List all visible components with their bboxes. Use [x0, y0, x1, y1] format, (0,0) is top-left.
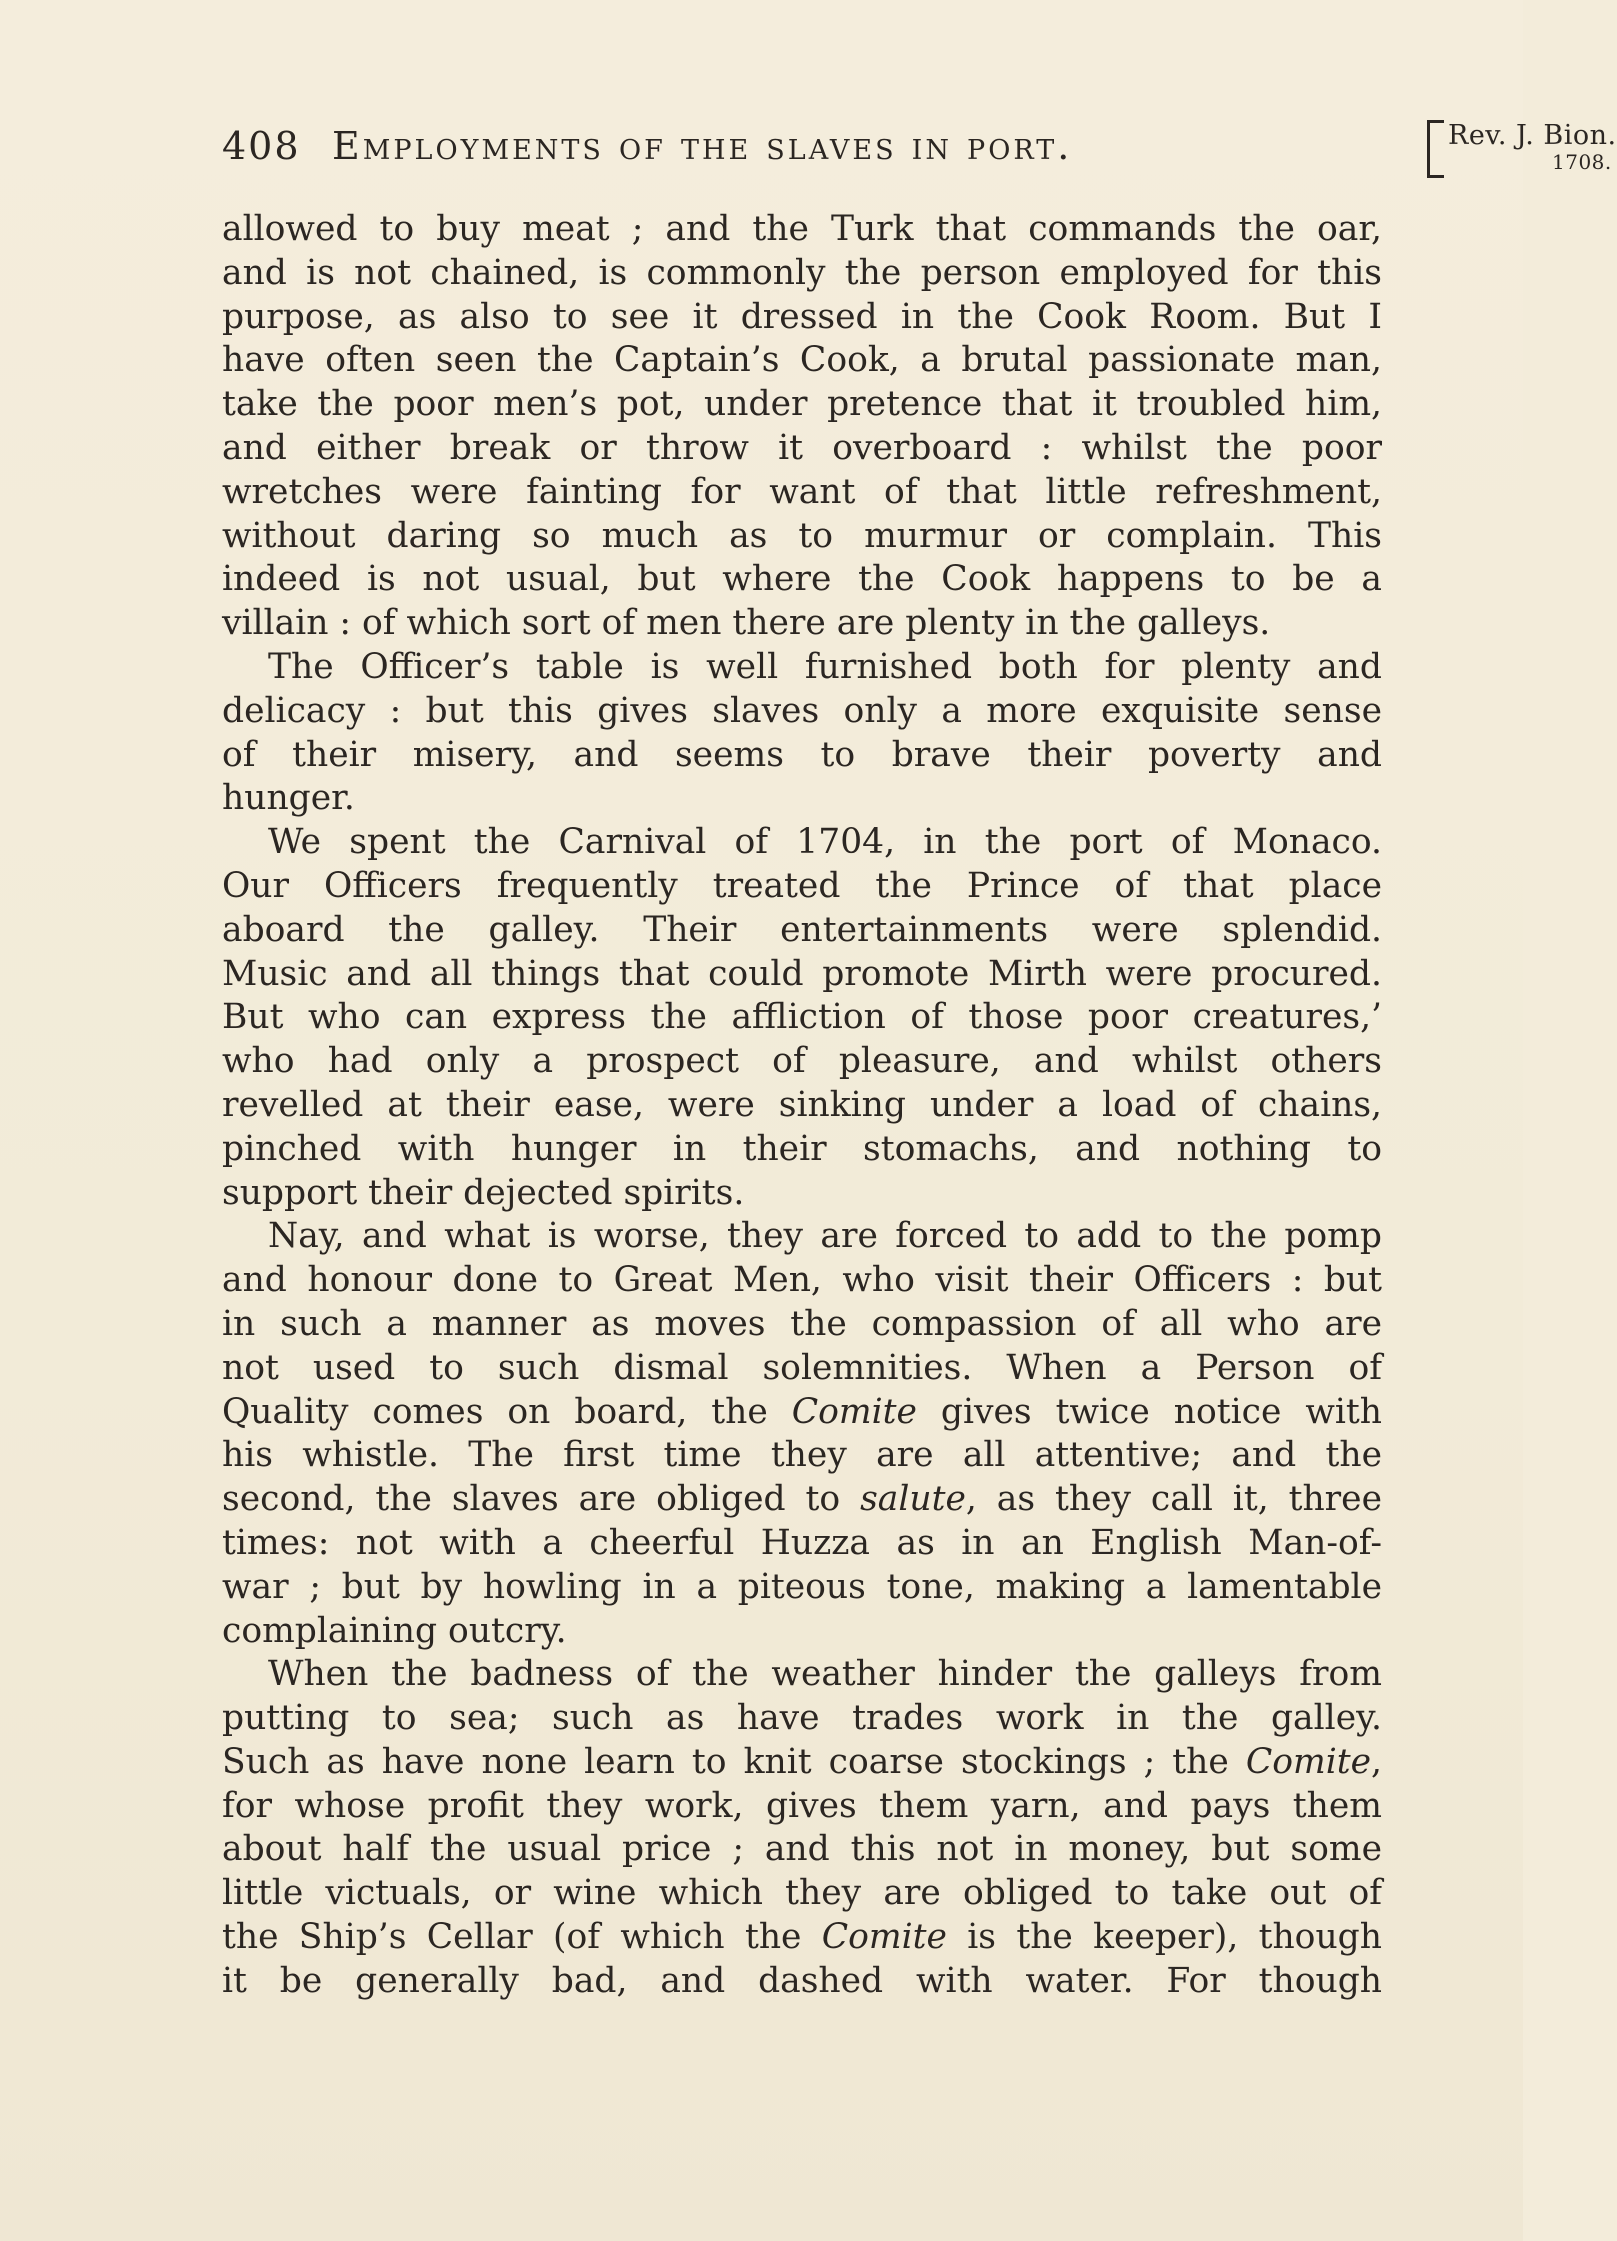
text-line: take the poor men’s pot, under pretence that it troubled him,: [222, 384, 1382, 425]
header-year: 1708.: [1552, 150, 1612, 174]
paragraph: [222, 208, 1382, 646]
text-line: indeed is not usual, but where the Cook happens to be a: [222, 559, 1382, 600]
body-text: [222, 208, 1382, 2004]
text-line: times: not with a cheerful Huzza as in an English Man-of-: [222, 1522, 1382, 1563]
text-line: of their misery, and seems to brave their poverty and: [222, 734, 1382, 775]
text-line: in such a manner as moves the compassion of all who are: [222, 1303, 1382, 1344]
text-line: aboard the galley. Their entertainments were splendid.: [222, 909, 1382, 950]
text-line: The Officer’s table is well furnished both for plenty and: [268, 646, 1382, 687]
text-line: complaining outcry.: [222, 1610, 567, 1651]
text-line: for whose profit they work, gives them yarn, and pays them: [222, 1785, 1382, 1826]
text-line: have often seen the Captain’s Cook, a brutal passionate man,: [222, 340, 1382, 381]
text-line: putting to sea; such as have trades work in the galley.: [222, 1698, 1382, 1739]
header-bracket: [1427, 120, 1444, 178]
text-line: allowed to buy meat ; and the Turk that commands the oar,: [222, 209, 1382, 249]
text-line: about half the usual price ; and this not in money, but some: [222, 1829, 1382, 1870]
paragraph: [222, 646, 1382, 821]
text-line: Our Officers frequently treated the Prince of that place: [222, 865, 1382, 906]
text-line: When the badness of the weather hinder the galleys from: [268, 1654, 1382, 1695]
text-line: little victuals, or wine which they are obliged to take out of: [222, 1873, 1382, 1914]
text-line: and is not chained, is commonly the person employed for this: [222, 252, 1382, 293]
paragraph: [222, 1215, 1382, 1653]
text-line: delicacy : but this gives slaves only a more exquisite sense: [222, 690, 1382, 731]
running-title: Employments of the slaves in port.: [332, 124, 1073, 168]
text-line: pinched with hunger in their stomachs, and nothing to: [222, 1128, 1382, 1169]
text-line: it be generally bad, and dashed with water. For though: [222, 1960, 1382, 2001]
text-line: and honour done to Great Men, who visit their Officers : but: [222, 1260, 1382, 1301]
text-line: his whistle. The first time they are all attentive; and the: [222, 1435, 1382, 1476]
text-line: support their dejected spirits.: [222, 1172, 745, 1213]
running-head: [222, 120, 1617, 180]
paragraph: [222, 821, 1382, 1215]
text-line: Nay, and what is worse, they are forced to add to the pomp: [268, 1216, 1382, 1257]
text-line: and either break or throw it overboard : whilst the poor: [222, 427, 1382, 468]
text-line: hunger.: [222, 778, 355, 819]
header-author: Rev. J. Bion.: [1448, 120, 1617, 151]
text-line: We spent the Carnival of 1704, in the port of Monaco.: [268, 822, 1382, 863]
text-line: purpose, as also to see it dressed in the Cook Room. But I: [222, 296, 1382, 337]
text-line: wretches were fainting for want of that little refreshment,: [222, 471, 1382, 512]
text-line: who had only a prospect of pleasure, and whilst others: [222, 1041, 1382, 1082]
text-line: Music and all things that could promote Mirth were procured.: [222, 953, 1382, 994]
text-line: not used to such dismal solemnities. When a Person of: [222, 1347, 1382, 1388]
text-line: villain : of which sort of men there are plenty in the galleys.: [222, 603, 1271, 644]
text-line: without daring so much as to murmur or complain. This: [222, 515, 1382, 556]
paragraph: [222, 1653, 1382, 2003]
text-line: But who can express the affliction of those poor creatures,’: [222, 997, 1382, 1038]
text-line: the Ship’s Cellar (of which the Comite is the keeper), though: [222, 1917, 1382, 1958]
page-number: 408: [222, 124, 301, 168]
text-line: Quality comes on board, the Comite gives twice notice with: [222, 1391, 1382, 1432]
text-line: second, the slaves are obliged to salute, as they call it, three: [222, 1479, 1383, 1520]
text-line: Such as have none learn to knit coarse stockings ; the Comite,: [222, 1741, 1382, 1782]
text-line: revelled at their ease, were sinking under a load of chains,: [222, 1084, 1382, 1125]
text-line: war ; but by howling in a piteous tone, making a lamentable: [222, 1566, 1382, 1607]
